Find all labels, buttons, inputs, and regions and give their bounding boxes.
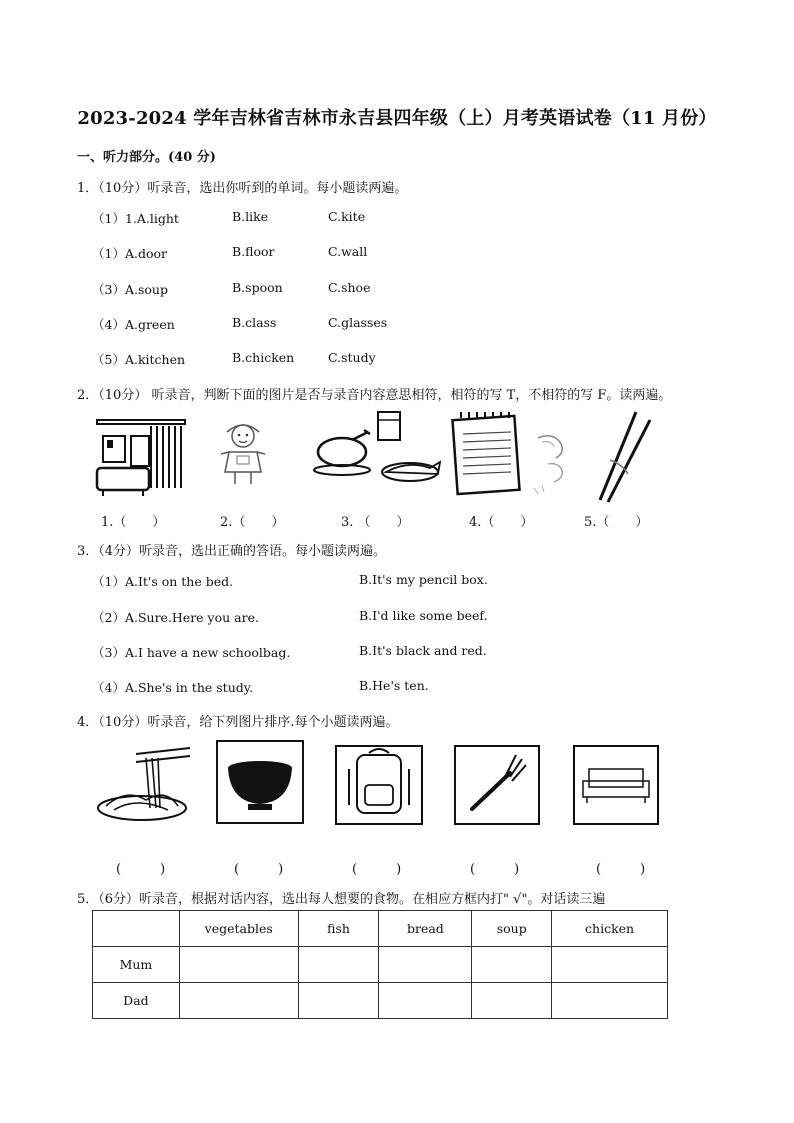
question-4-prompt: 4．（10分）听录音，给下列图片排序.每个小题读两遍。	[77, 715, 399, 730]
table-row	[93, 983, 668, 1019]
q2-blank-2[interactable]: 2.（ ）	[220, 515, 285, 530]
answer-cell[interactable]	[179, 947, 298, 983]
table-row-label: Mum	[93, 947, 180, 983]
table-header-cell: vegetables	[179, 911, 298, 947]
q3-row3-a: （3）A.I have a new schoolbag.	[92, 645, 291, 660]
q1-row5-b: B.chicken	[232, 350, 295, 365]
q3-row2-a: （2）A.Sure.Here you are.	[92, 610, 259, 625]
q1-row4-c: C.glasses	[328, 315, 388, 330]
q4-blank-3[interactable]: ( )	[352, 862, 402, 877]
q1-row3-a: （3）A.soup	[92, 282, 168, 297]
q2-blank-5[interactable]: 5.（ ）	[584, 515, 649, 530]
question-3-prompt: 3．（4分）听录音，选出正确的答语。每小题读两遍。	[77, 544, 387, 559]
chopsticks-icon	[596, 410, 654, 504]
shrimp-icon	[528, 428, 580, 496]
food-choice-table	[92, 910, 668, 1019]
q4-blank-4[interactable]: ( )	[470, 862, 520, 877]
food-icon	[312, 410, 444, 490]
table-header-cell: soup	[472, 911, 552, 947]
bowl-icon	[216, 740, 304, 824]
q1-row5-c: C.study	[328, 350, 376, 365]
q2-blank-4[interactable]: 4.（ ）	[469, 515, 534, 530]
answer-cell[interactable]	[552, 947, 668, 983]
answer-cell[interactable]	[298, 947, 379, 983]
answer-cell[interactable]	[472, 983, 552, 1019]
table-header-cell: chicken	[552, 911, 668, 947]
answer-cell[interactable]	[379, 947, 472, 983]
table-header-cell	[93, 911, 180, 947]
q3-row3-b: B.It's black and red.	[359, 643, 487, 658]
q4-blank-1[interactable]: ( )	[116, 862, 166, 877]
sofa-icon	[573, 745, 659, 825]
q1-row2-a: （1）A.door	[92, 246, 167, 261]
q1-row3-c: C.shoe	[328, 280, 371, 295]
q1-row4-a: （4）A.green	[92, 317, 175, 332]
q4-blank-5[interactable]: ( )	[596, 862, 646, 877]
answer-cell[interactable]	[552, 983, 668, 1019]
girl-icon	[215, 422, 271, 488]
q3-row1-a: （1）A.It's on the bed.	[92, 574, 234, 589]
question-1-prompt: 1．（10分）听录音，选出你听到的单词。每小题读两遍。	[77, 181, 408, 196]
answer-cell[interactable]	[379, 983, 472, 1019]
table-header-row	[93, 911, 668, 947]
bathroom-icon	[95, 418, 187, 498]
q2-blank-3[interactable]: 3. （ ）	[341, 515, 410, 530]
q3-row4-a: （4）A.She's in the study.	[92, 680, 254, 695]
q4-blank-2[interactable]: ( )	[234, 862, 284, 877]
table-row	[93, 947, 668, 983]
page-title: 2023-2024 学年吉林省吉林市永吉县四年级（上）月考英语试卷（11 月份）	[77, 108, 717, 129]
notebook-icon	[451, 412, 521, 496]
q3-row2-b: B.I'd like some beef.	[359, 608, 488, 623]
q1-row1-a: （1）1.A.light	[92, 211, 179, 226]
q3-row1-b: B.It's my pencil box.	[359, 572, 488, 587]
q1-row2-c: C.wall	[328, 244, 368, 259]
q1-row4-b: B.class	[232, 315, 277, 330]
table-row-label: Dad	[93, 983, 180, 1019]
q2-blank-1[interactable]: 1.（ ）	[101, 515, 166, 530]
schoolbag-icon	[335, 745, 423, 825]
q1-row2-b: B.floor	[232, 244, 275, 259]
answer-cell[interactable]	[472, 947, 552, 983]
q1-row1-c: C.kite	[328, 209, 366, 224]
q1-row5-a: （5）A.kitchen	[92, 352, 186, 367]
q3-row4-b: B.He's ten.	[359, 678, 429, 693]
fork-icon	[454, 745, 540, 825]
table-header-cell: fish	[298, 911, 379, 947]
q1-row1-b: B.like	[232, 209, 269, 224]
noodles-icon	[96, 744, 192, 826]
table-header-cell: bread	[379, 911, 472, 947]
answer-cell[interactable]	[298, 983, 379, 1019]
section-heading-listening: 一、听力部分。(40 分)	[77, 150, 216, 165]
q1-row3-b: B.spoon	[232, 280, 283, 295]
answer-cell[interactable]	[179, 983, 298, 1019]
question-2-prompt: 2．（10分） 听录音，判断下面的图片是否与录音内容意思相符，相符的写 T，不相符的写 F。读两遍。	[77, 388, 672, 403]
question-5-prompt: 5．（6分）听录音，根据对话内容，选出每人想要的食物。在相应方框内打" √"。对话读三遍	[77, 892, 606, 907]
